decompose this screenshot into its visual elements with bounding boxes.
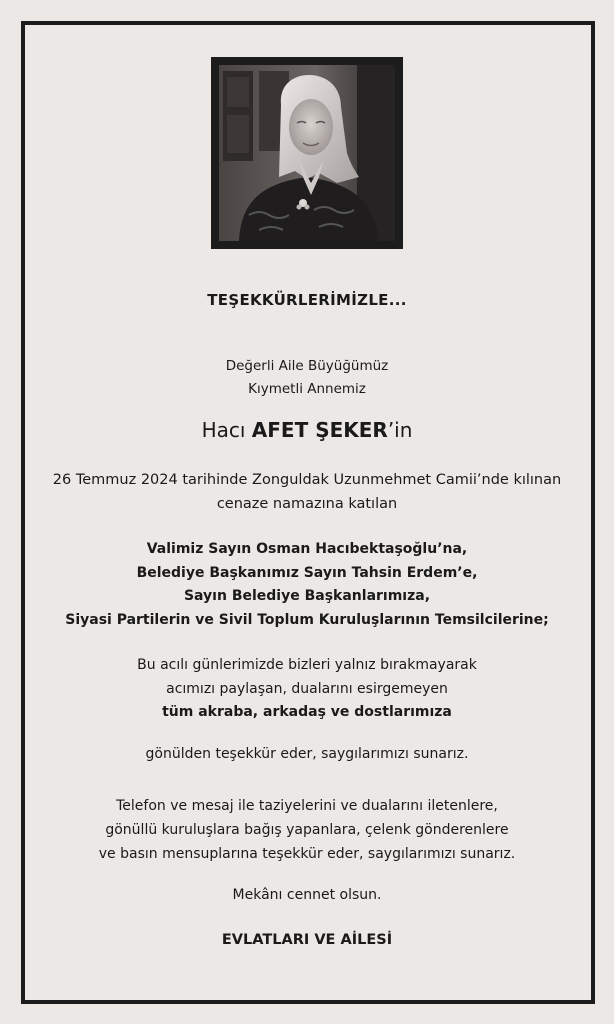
blessing-line (0, 887, 614, 903)
deceased-name (0, 418, 614, 442)
relatives-line-2: acımızı paylaşan, dualarını esirgemeyen (166, 680, 448, 697)
relatives-block (0, 654, 614, 725)
relatives-line-1: Bu acılı günlerimizde bizleri yalnız bırakmayarak (137, 657, 477, 673)
heading-text: TEŞEKKÜRLERİMİZLE... (207, 291, 407, 309)
gratitude-line (0, 746, 614, 762)
name-prefix: Hacı (201, 418, 252, 442)
official-line: Siyasi Partilerin ve Sivil Toplum Kuruluşlarının Temsilcilerine; (65, 611, 549, 628)
intro-line-1: Değerli Aile Büyüğümüz (225, 358, 389, 374)
ceremony-block (0, 468, 614, 516)
intro-line-2: Kıymetli Annemiz (248, 381, 366, 397)
name-main: AFET ŞEKER (251, 418, 388, 442)
ceremony-line-1: 26 Temmuz 2024 tarihinde Zonguldak Uzunmehmet Camii’nde kılınan (52, 472, 562, 488)
official-line: Belediye Başkanımız Sayın Tahsin Erdem’e, (136, 564, 478, 581)
messages-line: ve basın mensuplarına teşekkür eder, saygılarımızı sunarız. (98, 846, 516, 862)
ceremony-line-2: cenaze namazına katılan (216, 496, 398, 512)
name-suffix: ’in (387, 418, 413, 442)
signature-text: EVLATLARI VE AİLESİ (221, 932, 393, 948)
portrait-photo (211, 57, 403, 249)
messages-line: Telefon ve mesaj ile taziyelerini ve dualarını iletenlere, (116, 798, 498, 814)
intro-block (0, 355, 614, 401)
gratitude-text: gönülden teşekkür eder, saygılarımızı sunarız. (145, 746, 469, 762)
blessing-text: Mekânı cennet olsun. (232, 887, 382, 903)
officials-list (0, 538, 614, 632)
official-line: Sayın Belediye Başkanlarımıza, (183, 588, 431, 604)
portrait-image (219, 65, 395, 241)
official-line: Valimiz Sayın Osman Hacıbektaşoğlu’na, (146, 541, 468, 557)
messages-block (0, 794, 614, 866)
signature (0, 932, 614, 948)
relatives-line-3: tüm akraba, arkadaş ve dostlarımıza (162, 704, 452, 720)
messages-line: gönüllü kuruluşlara bağış yapanlara, çelenk gönderenlere (105, 822, 509, 838)
notice-heading (0, 291, 614, 309)
